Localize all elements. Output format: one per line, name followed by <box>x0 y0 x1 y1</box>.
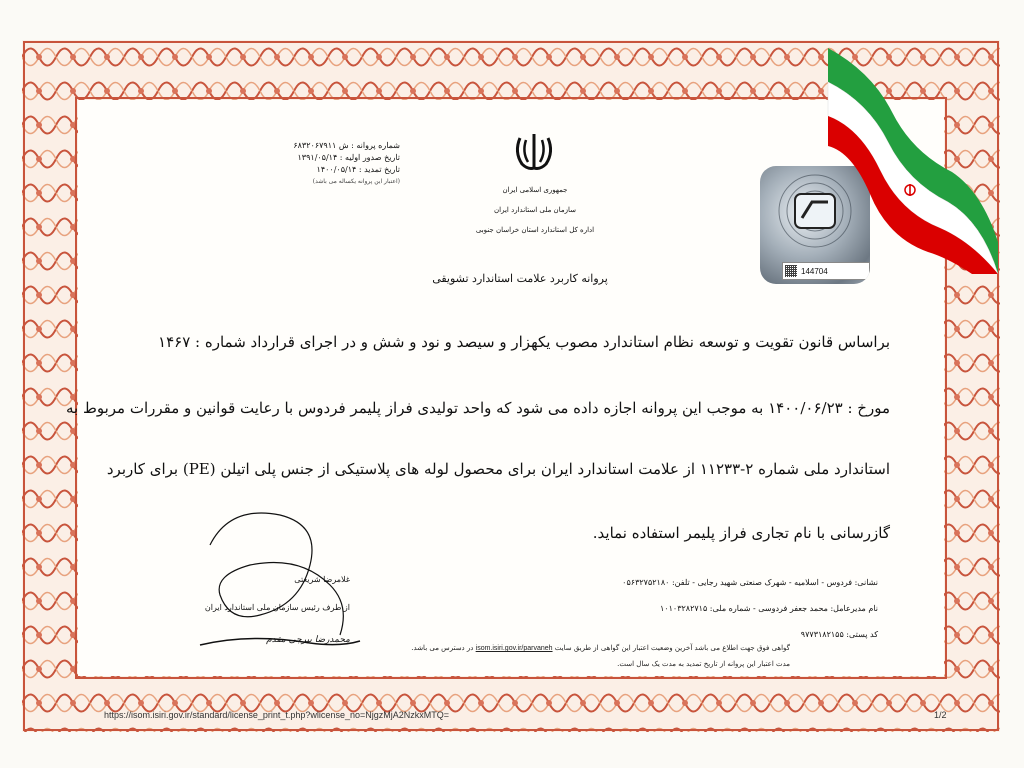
company-address: نشانی: فردوس - اسلامیه - شهرک صنعتی شهید رجایی - تلفن: ۰۵۶۳۲۷۵۲۱۸۰ <box>622 578 878 587</box>
org-heading <box>470 180 600 240</box>
directorate-label: اداره کل استاندارد استان خراسان جنوبی <box>475 226 595 234</box>
republic-label: جمهوری اسلامی ایران <box>502 186 568 194</box>
signer-name: غلامرضا شریعتی <box>294 575 350 584</box>
serial-number: 144704 <box>801 266 828 276</box>
verification-prefix: گواهی فوق جهت اطلاع می باشد آخرین وضعیت اعتبار این گواهی از طریق سایت <box>554 644 790 652</box>
verification-note <box>370 644 790 652</box>
verification-link[interactable]: isom.isiri.gov.ir/parvaneh <box>475 645 553 652</box>
validity-note: (اعتبار این پروانه یکساله می باشد) <box>312 178 400 185</box>
body-line-4: گازرسانی با نام تجاری فراز پلیمر استفاده نماید. <box>592 524 890 542</box>
issue-date: تاریخ صدور اولیه : ۱۳۹۱/۰۵/۱۴ <box>297 153 400 162</box>
organization-label: سازمان ملی استاندارد ایران <box>494 206 576 214</box>
body-line-1: براساس قانون تقویت و توسعه نظام استاندارد مصوب یکهزار و سیصد و نود و شش و در اجرای قرارداد شماره : ۱۴۶۷ <box>158 333 890 351</box>
certificate-title: پروانه کاربرد علامت استاندارد تشویقی <box>432 272 608 285</box>
iran-emblem-icon <box>512 132 556 172</box>
body-line-2: مورخ : ۱۴۰۰/۰۶/۲۳ به موجب این پروانه اجازه داده می شود که واحد تولیدی فراز پلیمر فردوس با رعایت قوانین و مقررات مربوط به <box>65 399 890 417</box>
company-representative: نام مدیرعامل: محمد جعفر فردوسی - شماره ملی: ۱۰۱۰۳۲۸۲۷۱۵ <box>660 604 878 613</box>
renewal-date: تاریخ تمدید : ۱۴۰۰/۰۵/۱۴ <box>316 165 400 174</box>
second-signature: محمدرضا بیرجی مقدم <box>266 635 350 645</box>
qr-code-icon <box>785 265 797 277</box>
iran-flag-ribbon-icon <box>822 42 1002 274</box>
license-number: شماره پروانه : ش ۶۸۳۲۰۶۷۹۱۱ <box>293 141 400 150</box>
body-line-3: استاندارد ملی شماره ۲-۱۱۲۳۳ از علامت استاندارد ایران برای محصول لوله های پلاستیکی از جنس پلی اتیلن (PE) برای کاربرد <box>106 460 890 478</box>
print-footer <box>0 710 1024 724</box>
signer-role: از طرف رئیس سازمان ملی استاندارد ایران <box>204 603 350 612</box>
page-indicator: 1/2 <box>934 710 947 720</box>
verification-suffix: در دسترس می باشد. <box>411 644 474 652</box>
license-meta <box>250 140 400 188</box>
company-postal-code: کد پستی: ۹۷۷۳۱۸۲۱۵۵ <box>800 630 878 639</box>
footer-url: https://isom.isiri.gov.ir/standard/license_print_t.php?wlicense_no=NjgzMjA2NzkxMTQ= <box>104 710 449 720</box>
validity-footnote: مدت اعتبار این پروانه از تاریخ تمدید به مدت یک سال است. <box>617 660 790 668</box>
